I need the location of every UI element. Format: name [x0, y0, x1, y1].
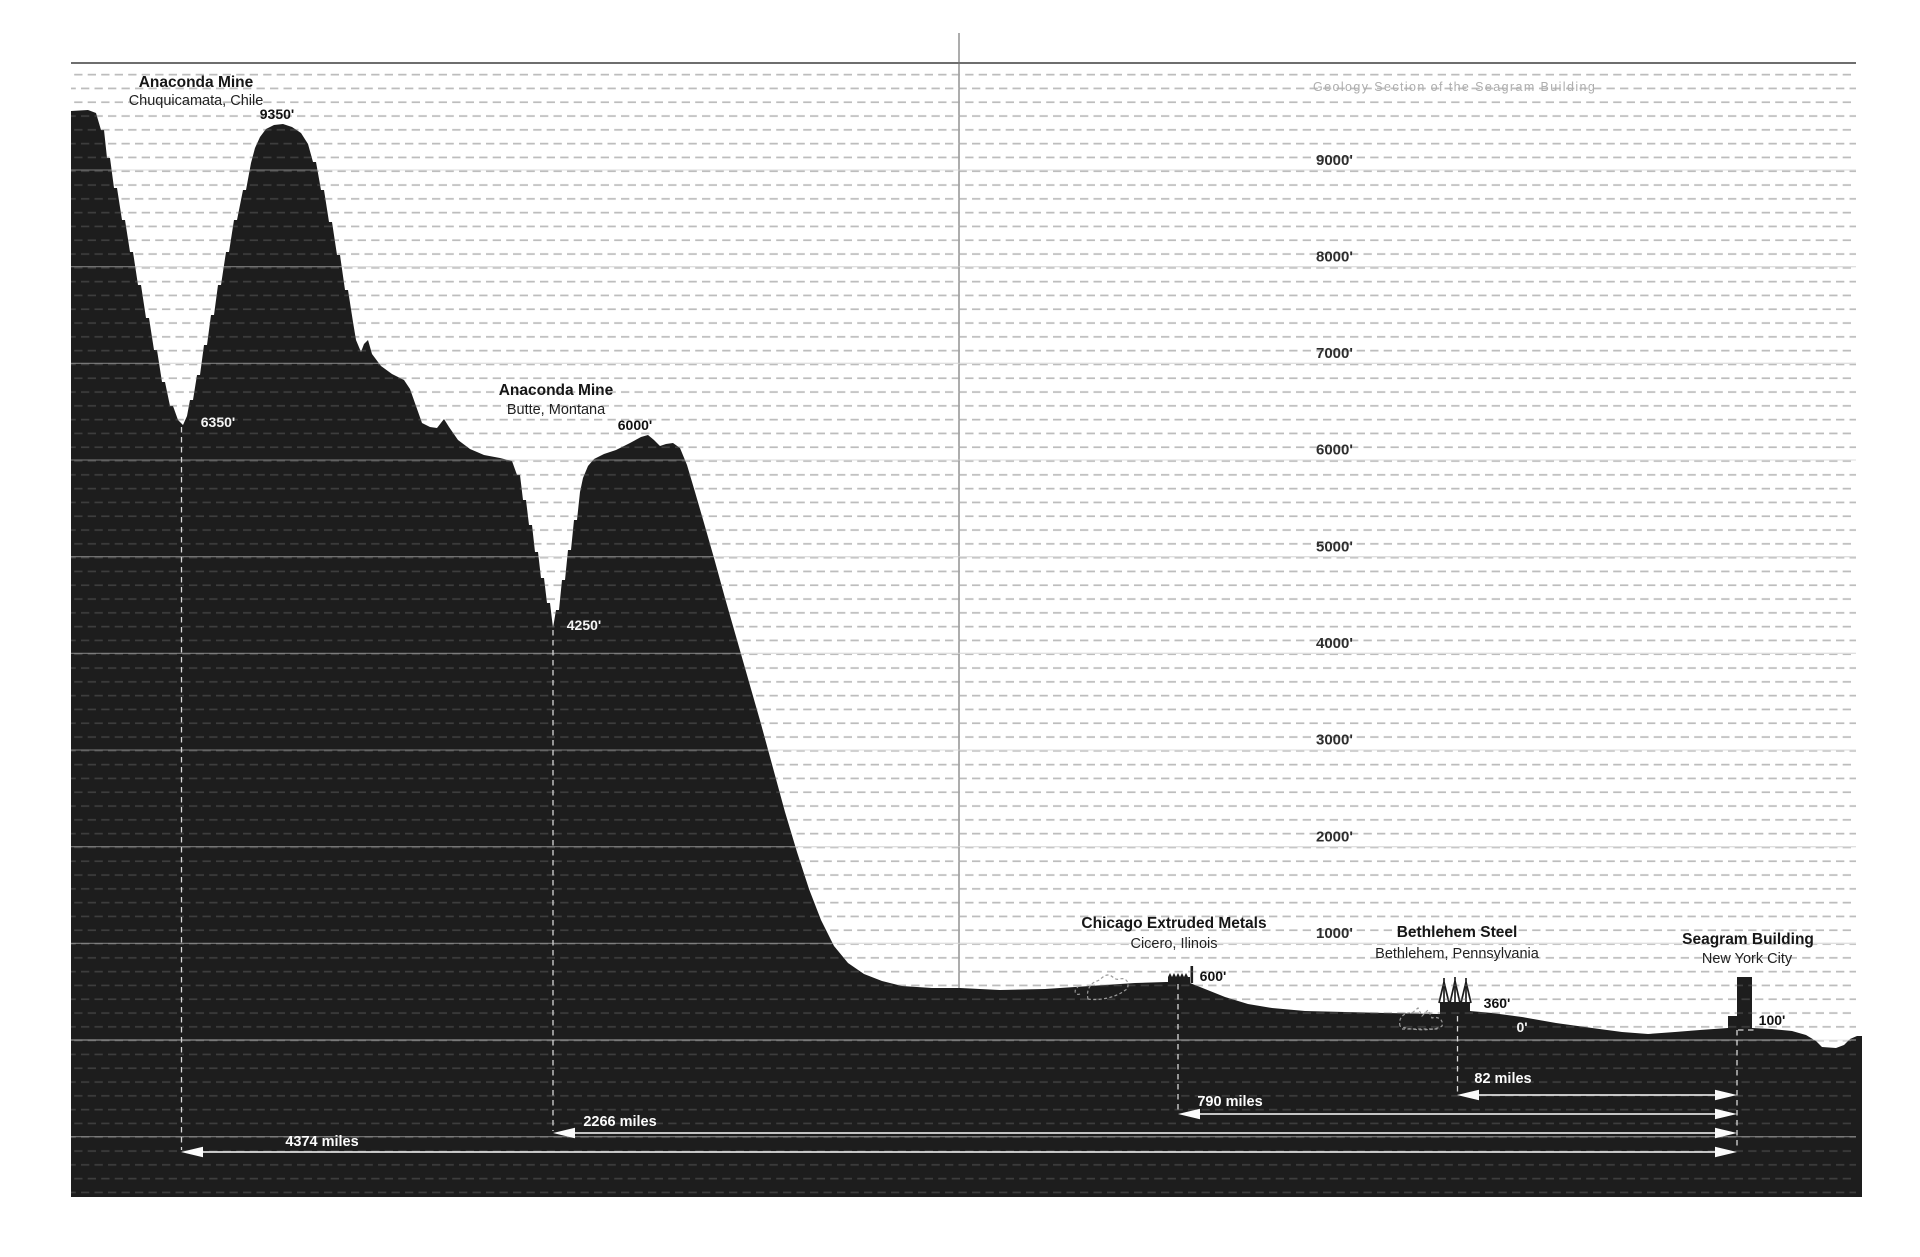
butte-name: Anaconda Mine: [498, 382, 614, 399]
distance-82-miles: 82 miles: [1474, 1071, 1532, 1087]
butte-location: Butte, Montana: [506, 402, 606, 418]
chuquicamata-location: Chuquicamata, Chile: [128, 93, 264, 109]
distance-4374-miles: 4374 miles: [285, 1134, 359, 1150]
scale-label-8000: 8000': [1316, 248, 1353, 266]
distance-790-miles: 790 miles: [1197, 1094, 1263, 1110]
scale-label-3000: 3000': [1316, 731, 1353, 749]
dashed-field-over-terrain: [71, 63, 1856, 1197]
seagram-elevation: 100': [1758, 1012, 1786, 1028]
bethlehem-location: Bethlehem, Pennsylvania: [1375, 946, 1539, 962]
scale-label-9000: 9000': [1316, 152, 1353, 169]
butte-peak-elevation: 6000': [617, 417, 653, 433]
scale-label-2000: 2000': [1316, 828, 1353, 846]
distance-2266-miles: 2266 miles: [583, 1114, 657, 1130]
drawing-title: Geology Section of the Seagram Building: [1313, 80, 1597, 94]
seagram-name: Seagram Building: [1682, 931, 1814, 948]
chicago-location: Cicero, Ilinois: [1130, 936, 1218, 952]
bethlehem-elevation: 360': [1483, 995, 1511, 1011]
chuquicamata-name: Anaconda Mine: [138, 74, 254, 91]
chuquicamata-pit-elevation: 6350': [200, 414, 236, 430]
scale-label-4000: 4000': [1316, 635, 1353, 652]
scale-label-1000: 1000': [1316, 925, 1353, 942]
chicago-elevation: 600': [1199, 968, 1227, 984]
bethlehem-name: Bethlehem Steel: [1396, 924, 1518, 941]
seagram-location: New York City: [1701, 951, 1793, 967]
scale-label-6000: 6000': [1316, 441, 1353, 459]
chuquicamata-peak-elevation: 9350': [259, 106, 295, 122]
scale-label-7000: 7000': [1316, 345, 1353, 362]
scale-label-5000: 5000': [1316, 538, 1353, 556]
chicago-name: Chicago Extruded Metals: [1081, 915, 1267, 932]
sea-level-label: 0': [1516, 1019, 1528, 1035]
butte-pit-elevation: 4250': [566, 617, 602, 633]
